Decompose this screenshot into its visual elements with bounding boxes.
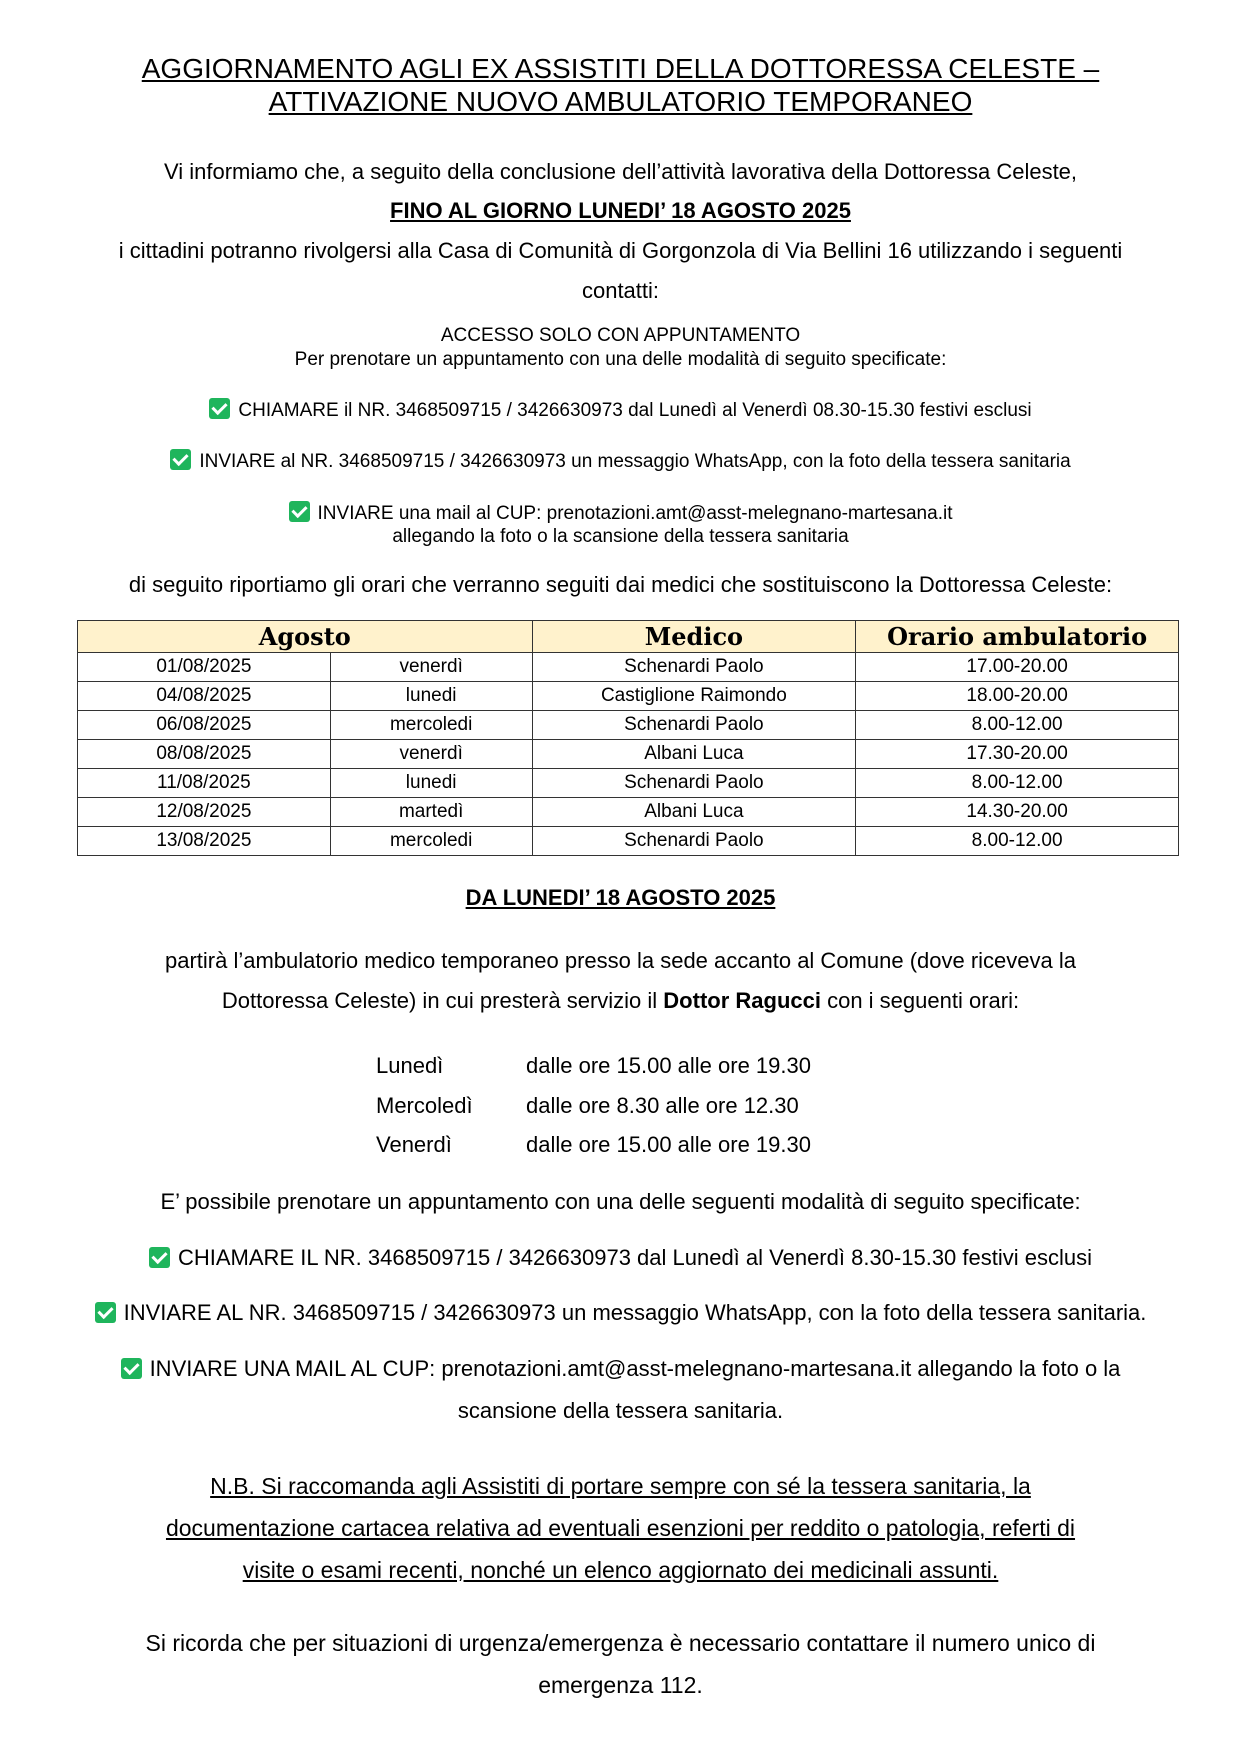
- title-line-2: ATTIVAZIONE NUOVO AMBULATORIO TEMPORANEO: [268, 86, 973, 117]
- new-clinic-line-2-post: con i seguenti orari:: [820, 988, 1020, 1013]
- cell-date: 04/08/2025: [78, 682, 331, 711]
- cell-day: mercoledi: [330, 827, 532, 856]
- new-clinic-line-2: [0, 988, 1241, 1014]
- hours-day: Mercoledì: [376, 1093, 473, 1118]
- date-heading-from: DA LUNEDI’ 18 AGOSTO 2025: [465, 885, 776, 910]
- booking-intro: E’ possibile prenotare un appuntamento con una delle seguenti modalità di seguito specificate:: [160, 1189, 1081, 1214]
- table-row: [78, 798, 1179, 827]
- hours-time: dalle ore 15.00 alle ore 19.30: [526, 1132, 811, 1157]
- hours-time: dalle ore 8.30 alle ore 12.30: [526, 1093, 799, 1118]
- cell-hours: 8.00-12.00: [856, 827, 1179, 856]
- hours-row-monday: [376, 1053, 811, 1079]
- table-row: [78, 769, 1179, 798]
- access-item-whatsapp-text: INVIARE al NR. 3468509715 / 3426630973 un messaggio WhatsApp, con la foto della tessera sanitaria: [199, 451, 1071, 472]
- access-line-1: ACCESSO SOLO CON APPUNTAMENTO: [440, 325, 801, 346]
- hours-row-friday: [376, 1132, 811, 1158]
- access-item-mail: [0, 501, 1241, 525]
- access-item-call: [0, 398, 1241, 422]
- cell-hours: 14.30-20.00: [856, 798, 1179, 827]
- intro-line-2: i cittadini potranno rivolgersi alla Casa di Comunità di Gorgonzola di Via Bellini 16 utilizzando i seguenti: [118, 238, 1123, 263]
- cell-day: martedì: [330, 798, 532, 827]
- cell-day: lunedi: [330, 682, 532, 711]
- nb-line-1: N.B. Si raccomanda agli Assistiti di portare sempre con sé la tessera sanitaria, la: [210, 1473, 1031, 1499]
- booking-item-mail-text: INVIARE UNA MAIL AL CUP: prenotazioni.amt@asst-melegnano-martesana.it allegando la foto o la: [149, 1356, 1121, 1381]
- check-icon: [121, 1358, 142, 1379]
- booking-item-call: [0, 1245, 1241, 1271]
- cell-date: 12/08/2025: [78, 798, 331, 827]
- intro-line-3: contatti:: [581, 278, 660, 303]
- access-item-mail-cont: allegando la foto o la scansione della tessera sanitaria: [392, 526, 849, 547]
- cell-doctor: Albani Luca: [532, 798, 856, 827]
- cell-doctor: Albani Luca: [532, 740, 856, 769]
- check-icon: [289, 501, 310, 522]
- check-icon: [170, 449, 191, 470]
- document-title: [0, 52, 1241, 118]
- new-clinic-line-1: partirà l’ambulatorio medico temporaneo presso la sede accanto al Comune (dove riceveva la: [164, 948, 1077, 973]
- access-item-mail-text: INVIARE una mail al CUP: prenotazioni.amt@asst-melegnano-martesana.it: [317, 503, 953, 524]
- table-row: [78, 740, 1179, 769]
- cell-day: lunedi: [330, 769, 532, 798]
- cell-hours: 8.00-12.00: [856, 769, 1179, 798]
- cell-hours: 18.00-20.00: [856, 682, 1179, 711]
- cell-day: venerdì: [330, 653, 532, 682]
- cell-date: 11/08/2025: [78, 769, 331, 798]
- cell-date: 01/08/2025: [78, 653, 331, 682]
- doctor-name: Dottor Ragucci: [663, 988, 821, 1013]
- emergency-line-1: Si ricorda che per situazioni di urgenza/emergenza è necessario contattare il numero unico di: [145, 1630, 1096, 1656]
- cell-doctor: Schenardi Paolo: [532, 653, 856, 682]
- cell-doctor: Schenardi Paolo: [532, 711, 856, 740]
- hours-time: dalle ore 15.00 alle ore 19.30: [526, 1053, 811, 1078]
- new-clinic-line-2-pre: Dottoressa Celeste) in cui presterà servizio il: [221, 988, 664, 1013]
- access-item-whatsapp: [0, 449, 1241, 473]
- header-hours: Orario ambulatorio: [856, 621, 1179, 653]
- schedule-intro: di seguito riportiamo gli orari che verranno seguiti dai medici che sostituiscono la Dottoressa Celeste:: [128, 572, 1113, 597]
- booking-item-mail-cont: scansione della tessera sanitaria.: [457, 1398, 784, 1423]
- table-header-row: [78, 621, 1179, 653]
- cell-day: venerdì: [330, 740, 532, 769]
- date-heading-until: FINO AL GIORNO LUNEDI’ 18 AGOSTO 2025: [390, 198, 851, 223]
- booking-item-whatsapp-text: INVIARE AL NR. 3468509715 / 3426630973 un messaggio WhatsApp, con la foto della tessera sanitaria.: [123, 1300, 1147, 1325]
- check-icon: [95, 1302, 116, 1323]
- table-row: [78, 711, 1179, 740]
- booking-item-whatsapp: [0, 1300, 1241, 1326]
- table-row: [78, 827, 1179, 856]
- access-line-2: Per prenotare un appuntamento con una delle modalità di seguito specificate:: [294, 349, 947, 370]
- check-icon: [209, 398, 230, 419]
- emergency-line-2: emergenza 112.: [538, 1672, 703, 1698]
- nb-line-2: documentazione cartacea relativa ad eventuali esenzioni per reddito o patologia, referti di: [165, 1515, 1076, 1541]
- cell-date: 06/08/2025: [78, 711, 331, 740]
- booking-item-mail: [0, 1356, 1241, 1382]
- cell-hours: 17.30-20.00: [856, 740, 1179, 769]
- intro-line-1: Vi informiamo che, a seguito della conclusione dell’attività lavorativa della Dottoressa Celeste,: [163, 159, 1078, 184]
- title-line-1: AGGIORNAMENTO AGLI EX ASSISTITI DELLA DOTTORESSA CELESTE –: [141, 53, 1100, 84]
- header-month: Agosto: [78, 621, 533, 653]
- substitute-schedule-table: [77, 620, 1179, 856]
- cell-doctor: Schenardi Paolo: [532, 769, 856, 798]
- cell-date: 08/08/2025: [78, 740, 331, 769]
- cell-day: mercoledi: [330, 711, 532, 740]
- cell-date: 13/08/2025: [78, 827, 331, 856]
- header-doctor: Medico: [532, 621, 856, 653]
- access-item-call-text: CHIAMARE il NR. 3468509715 / 3426630973 dal Lunedì al Venerdì 08.30-15.30 festivi esclusi: [238, 400, 1032, 421]
- hours-day: Venerdì: [376, 1132, 452, 1157]
- cell-doctor: Castiglione Raimondo: [532, 682, 856, 711]
- table-row: [78, 682, 1179, 711]
- booking-item-call-text: CHIAMARE IL NR. 3468509715 / 3426630973 dal Lunedì al Venerdì 8.30-15.30 festivi esclusi: [178, 1245, 1092, 1270]
- cell-hours: 8.00-12.00: [856, 711, 1179, 740]
- check-icon: [149, 1247, 170, 1268]
- table-row: [78, 653, 1179, 682]
- nb-line-3: visite o esami recenti, nonché un elenco aggiornato dei medicinali assunti.: [242, 1557, 999, 1583]
- cell-doctor: Schenardi Paolo: [532, 827, 856, 856]
- hours-row-wednesday: [376, 1093, 799, 1119]
- hours-day: Lunedì: [376, 1053, 444, 1078]
- cell-hours: 17.00-20.00: [856, 653, 1179, 682]
